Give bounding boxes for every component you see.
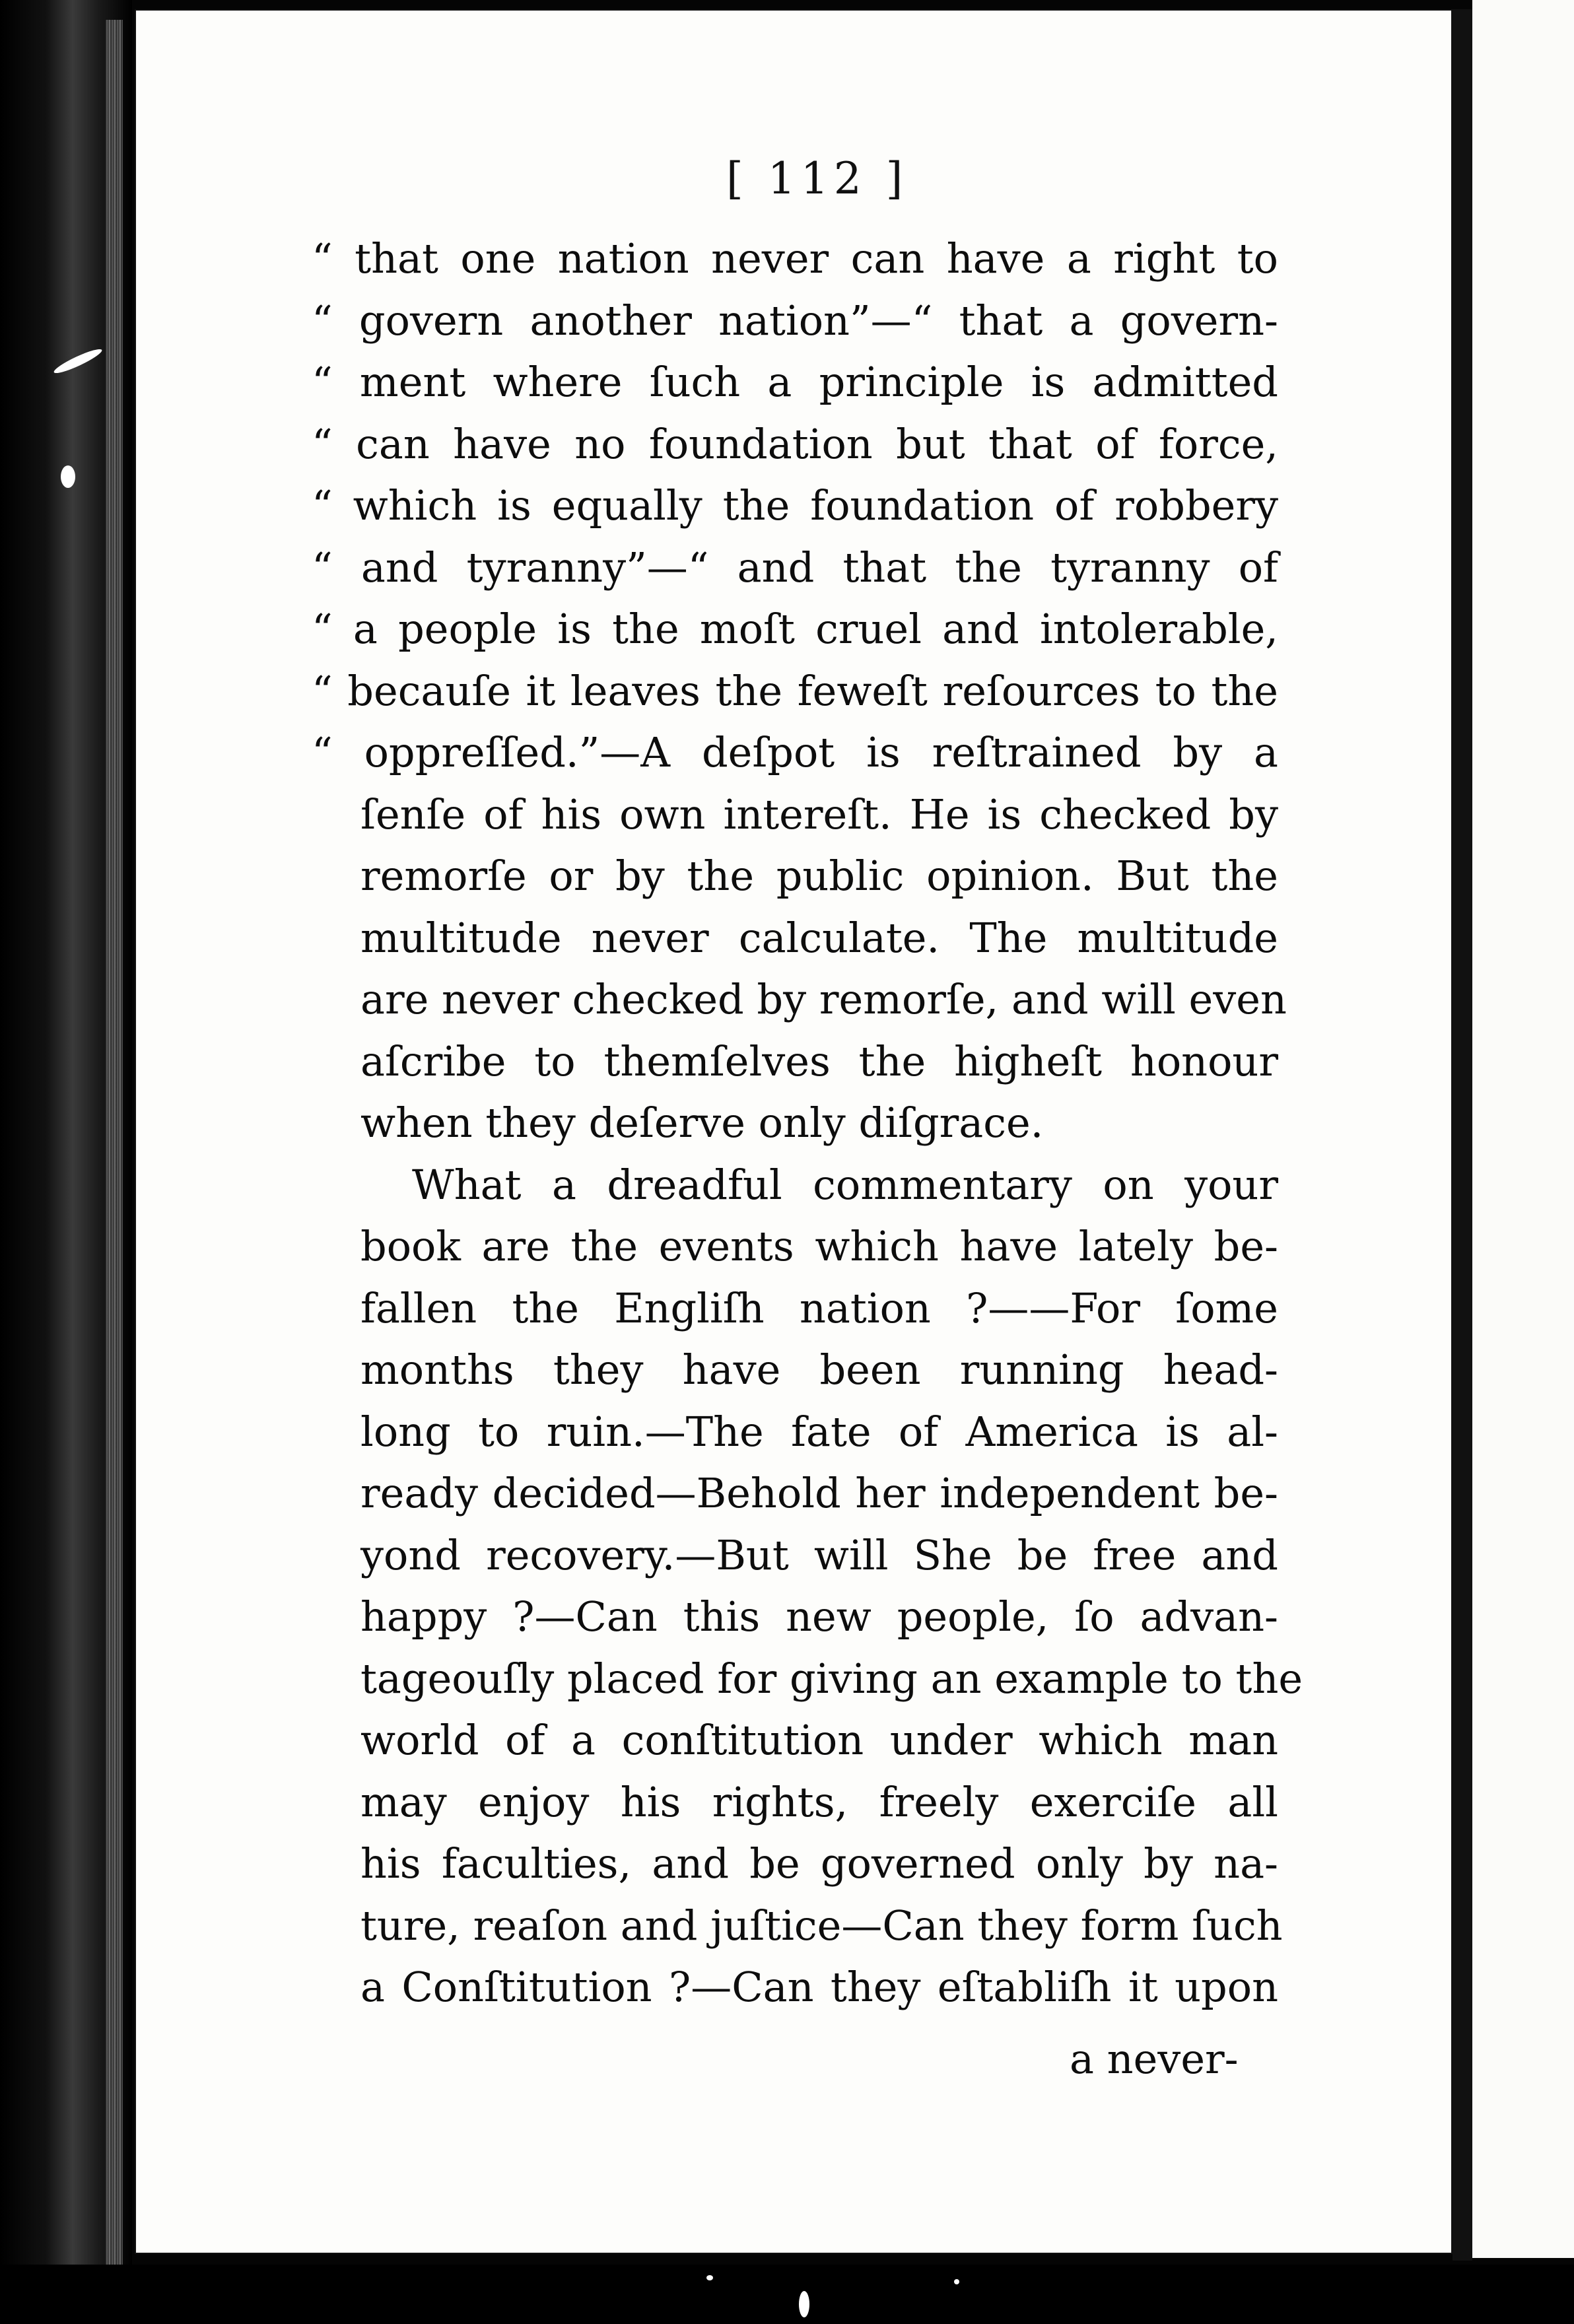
text-line: may enjoy his rights, freely exerciſe all <box>360 1777 1278 1826</box>
text-line: are never checked by remorſe, and will even <box>360 975 1287 1023</box>
text-line: tageouſly placed for giving an example to the <box>360 1654 1303 1703</box>
text-line: a Conſtitution ?—Can they eſtabliſh it upon <box>360 1963 1278 2011</box>
catchword: a never- <box>1070 2035 1239 2083</box>
text-line: his faculties, and be governed only by na- <box>360 1839 1278 1888</box>
text-line: “ ment where ſuch a principle is admitted <box>312 358 1278 406</box>
page-edges <box>106 20 123 2265</box>
text-line: long to ruin.—The fate of America is al- <box>360 1407 1278 1456</box>
text-line: fallen the Engliſh nation ?——For ſome <box>360 1283 1278 1332</box>
text-line: book are the events which have lately be- <box>360 1222 1278 1270</box>
text-line: ſenſe of his own intereſt. He is checked by <box>360 790 1278 838</box>
text-line: remorſe or by the public opinion. But the <box>360 852 1278 900</box>
scan-speck <box>954 2279 959 2284</box>
page-right-shadow <box>1453 9 1472 2261</box>
text-line: ready decided—Behold her independent be- <box>360 1469 1278 1517</box>
text-line: when they deſerve only diſgrace. <box>360 1099 1044 1147</box>
text-line: “ govern another nation”—“ that a govern- <box>312 296 1278 345</box>
bottom-dark-band <box>0 2265 1574 2324</box>
facing-page-edge <box>1472 0 1574 2258</box>
text-line: “ oppreſſed.”—A deſpot is reſtrained by a <box>312 728 1278 776</box>
text-line: What a dreadful commentary on your <box>412 1160 1278 1209</box>
text-line: “ that one nation never can have a right to <box>312 234 1278 283</box>
text-line: months they have been running head- <box>360 1346 1278 1394</box>
text-line: “ can have no foundation but that of force, <box>312 419 1278 468</box>
scan-speck <box>799 2291 809 2317</box>
text-line: world of a conſtitution under which man <box>360 1716 1278 1764</box>
text-line: yond recovery.—But will She be free and <box>360 1530 1278 1579</box>
scan-speck <box>706 2275 713 2280</box>
text-line: “ and tyranny”—“ and that the tyranny of <box>312 543 1278 592</box>
body-text <box>312 228 1303 2018</box>
text-line: “ a people is the moſt cruel and intolerable, <box>312 605 1278 653</box>
text-line: “ becauſe it leaves the feweſt reſources to the <box>312 666 1278 715</box>
text-line: “ which is equally the foundation of robbery <box>312 481 1278 530</box>
text-line: multitude never calculate. The multitude <box>360 913 1278 962</box>
text-line: happy ?—Can this new people, ſo advan- <box>360 1592 1278 1641</box>
text-line: aſcribe to themſelves the higheſt honour <box>360 1037 1278 1085</box>
text-line: ture, reaſon and juſtice—Can they form ſuch <box>360 1901 1283 1950</box>
page-number: [ 112 ] <box>726 153 908 204</box>
scan-speck <box>61 465 75 488</box>
